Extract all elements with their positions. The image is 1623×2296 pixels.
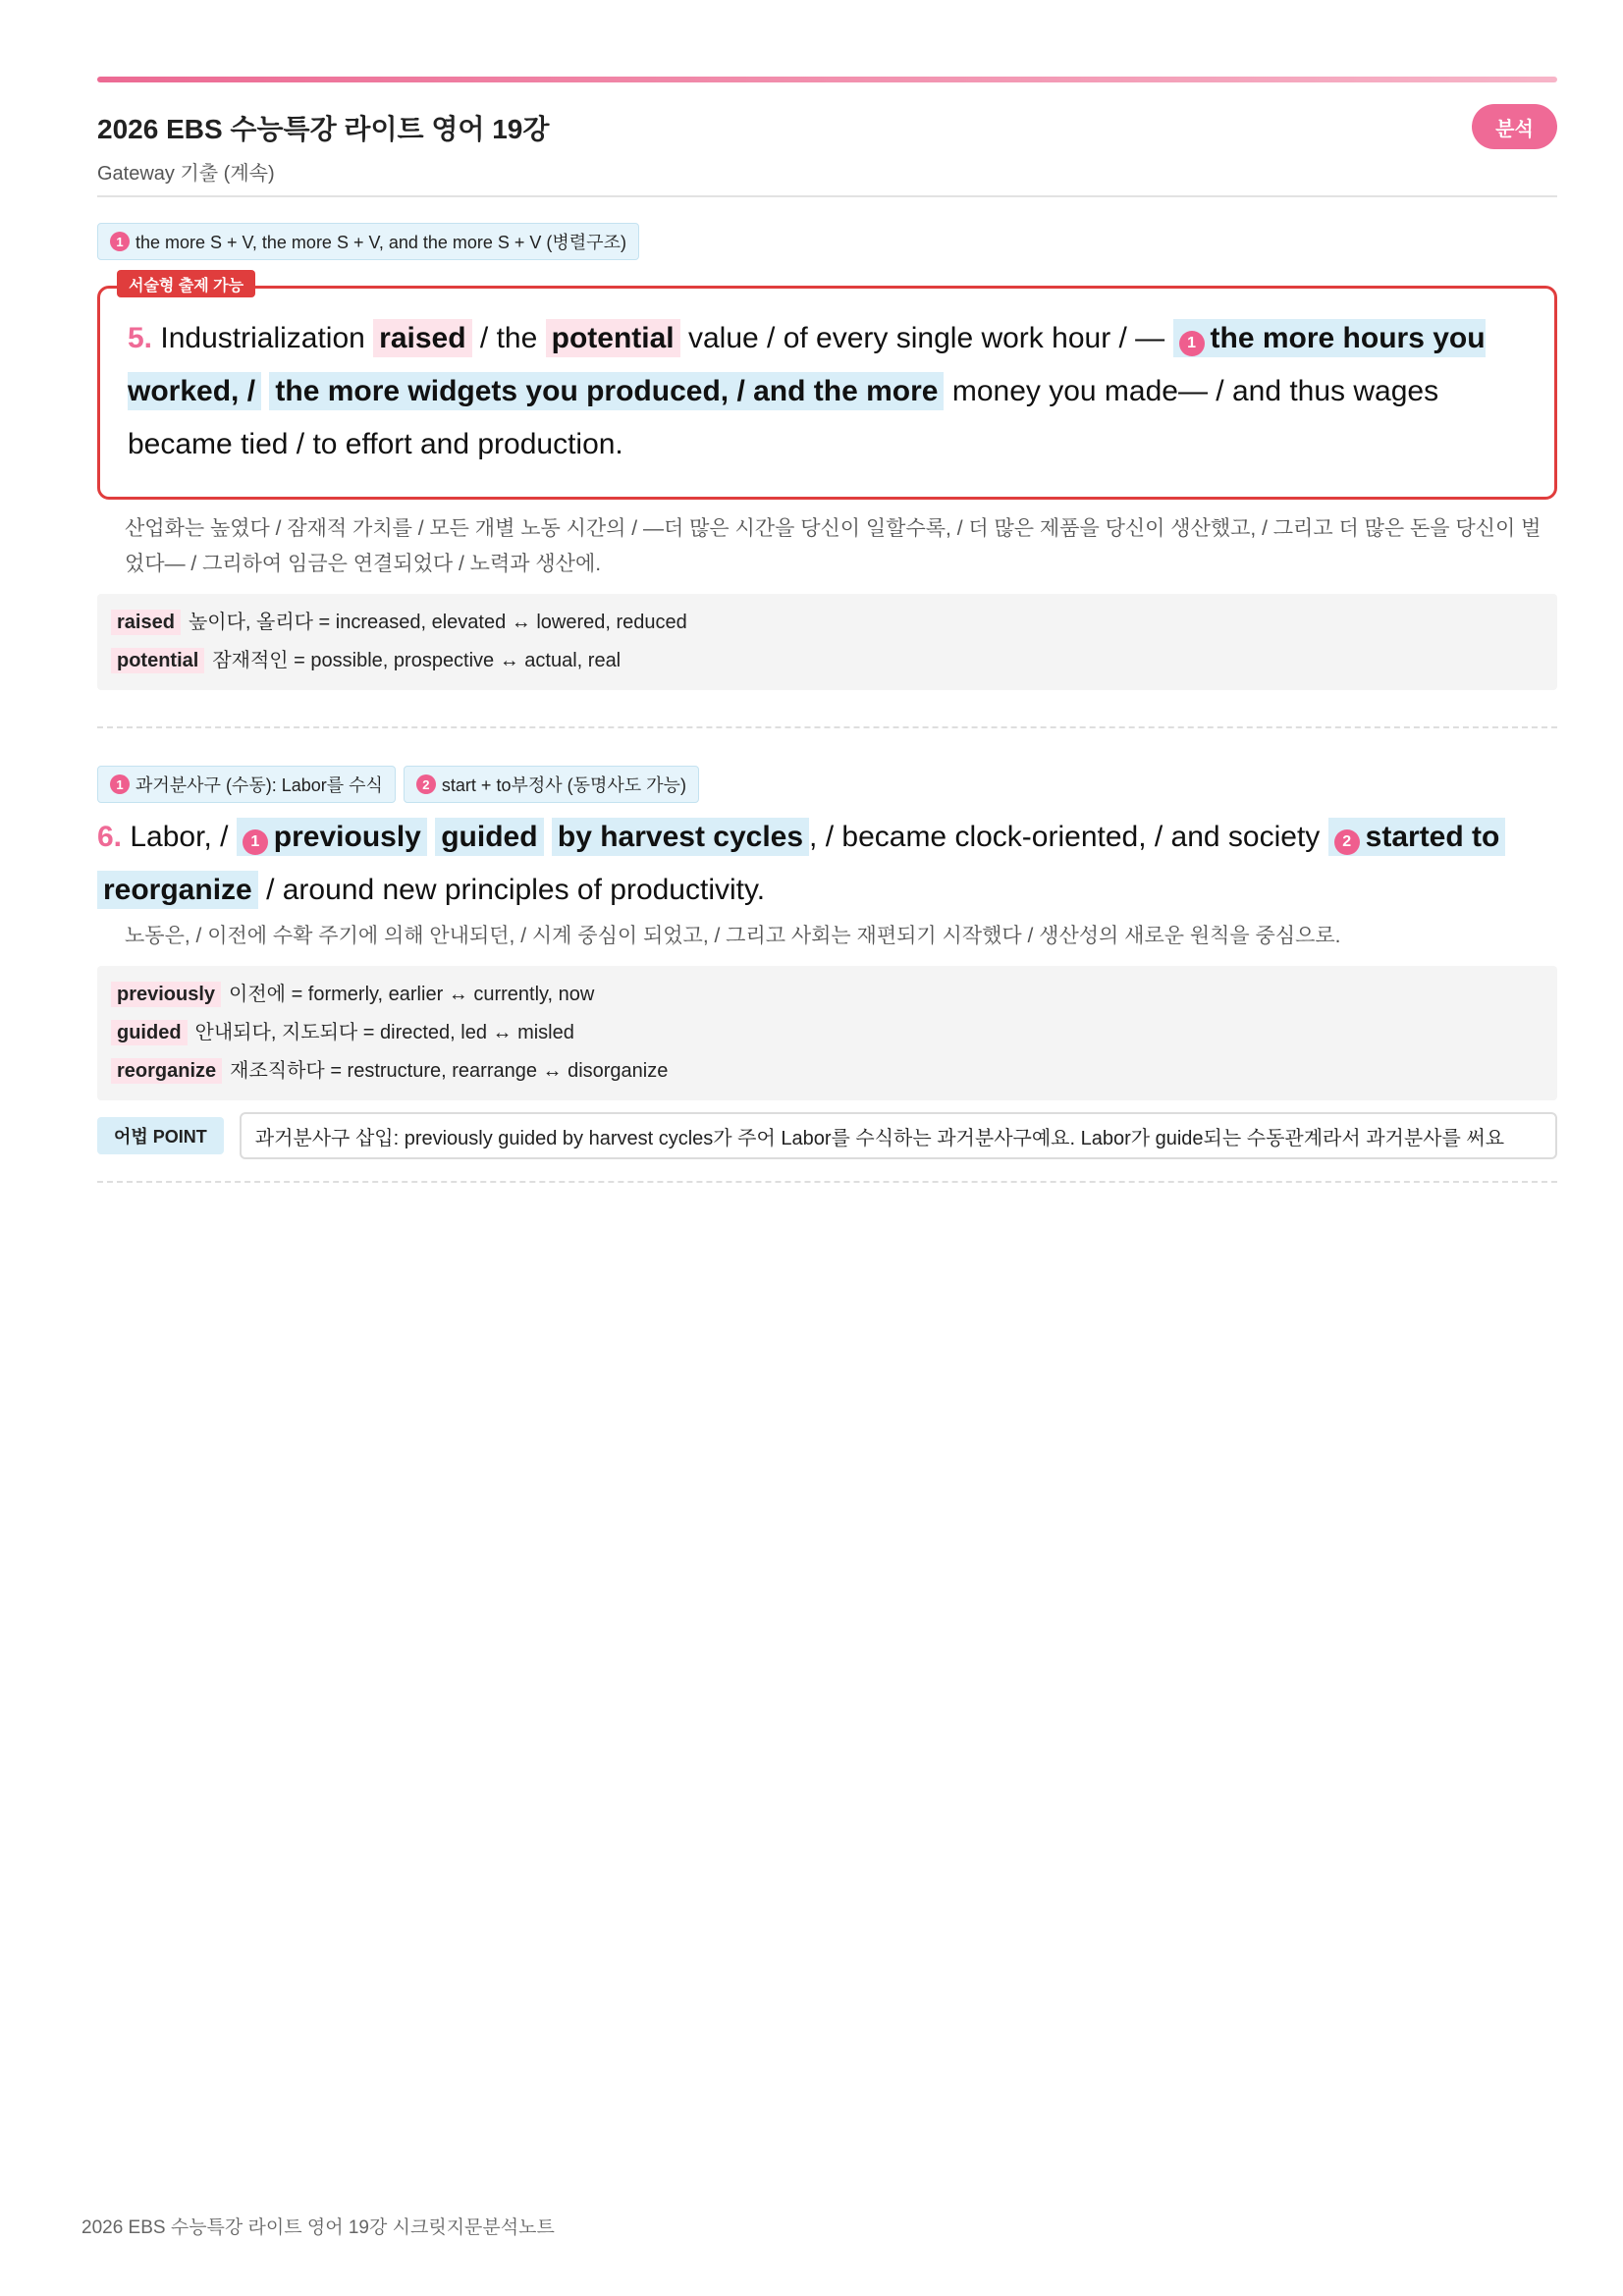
grammar-highlight: guided (435, 818, 543, 856)
vocab-word: potential (111, 648, 204, 673)
sentence-part: value / of every single work hour / — (687, 322, 1165, 354)
grammar-highlight: reorganize (97, 871, 258, 909)
grammar-highlight: by harvest cycles (552, 818, 809, 856)
sentence-text (128, 312, 1527, 471)
marker-2-icon: 2 (416, 774, 436, 794)
vocab-highlight: potential (546, 319, 680, 357)
translation: 노동은, / 이전에 수확 주기에 의해 안내되던, / 시계 중심이 되었고, / 그리고 사회는 재편되기 시작했다 / 생산성의 새로운 원칙을 중심으로. (125, 925, 1341, 947)
marker-1-icon: 1 (110, 774, 130, 794)
grammar-tag-text: the more S + V, the more S + V, and the more S + V (병렬구조) (135, 233, 626, 252)
grammar-tags (97, 223, 1557, 260)
grammar-tags (97, 766, 1557, 803)
vocab-word: raised (111, 610, 181, 635)
vocab-definition: 재조직하다 = restructure, rearrange ↔ disorganize (230, 1060, 669, 1082)
essay-flag: 서술형 출제 가능 (117, 270, 255, 297)
sentence-part: / the (479, 322, 538, 354)
grammar-highlight-text: started to (1365, 821, 1500, 853)
sentence-part: Labor, / (130, 821, 229, 853)
marker-2-icon: 2 (1334, 829, 1360, 855)
grammar-tag (404, 766, 699, 803)
vocab-row (111, 642, 1543, 680)
vocab-box (97, 594, 1557, 690)
section-divider (97, 1181, 1557, 1183)
grammar-highlight-text: the more hours you worked, / (128, 322, 1486, 407)
sentence-box (97, 286, 1557, 500)
grammar-highlight: the more widgets you produced, / and the more (269, 372, 944, 410)
analysis-badge: 분석 (1472, 104, 1557, 149)
vocab-word: reorganize (111, 1058, 222, 1084)
grammar-point (97, 1112, 1557, 1159)
page-title: 2026 EBS 수능특강 라이트 영어 19강 (97, 114, 550, 144)
translation: 산업화는 높였다 / 잠재적 가치를 / 모든 개별 노동 시간의 / —더 많은 시간을 당신이 일할수록, / 더 많은 제품을 당신이 생산했고, / 그리고 더 많은 돈을 당신이 벌었다— / 그리하여 임금은 연결되었다 / 노력과 생산에. (125, 517, 1542, 575)
grammar-tag (97, 223, 639, 260)
sentence-5-block (97, 223, 1557, 690)
vocab-box (97, 966, 1557, 1100)
grammar-tag-text: 과거분사구 (수동): Labor를 수식 (135, 775, 383, 795)
marker-1-icon: 1 (1179, 331, 1205, 356)
page-subtitle: Gateway 기출 (계속) (97, 163, 275, 185)
sentence-6-block (97, 766, 1557, 1159)
vocab-definition: 높이다, 올리다 = increased, elevated ↔ lowered, reduced (188, 612, 687, 633)
analysis-page (97, 77, 1557, 1183)
sentence-text (97, 811, 1557, 917)
vocab-definition: 안내되다, 지도되다 = directed, led ↔ misled (194, 1022, 574, 1043)
grammar-highlight-text: previously (273, 821, 421, 853)
grammar-tag-text: start + to부정사 (동명사도 가능) (441, 775, 686, 795)
vocab-row (111, 976, 1543, 1014)
sentence-part: money you made— / and thus wages became tied / to effort and production. (128, 375, 1439, 460)
grammar-tag (97, 766, 396, 803)
page-header (97, 82, 1557, 197)
page-footer: 2026 EBS 수능특강 라이트 영어 19강 시크릿지문분석노트 (81, 2217, 555, 2238)
grammar-point-label: 어법 POINT (97, 1117, 224, 1154)
essay-box (97, 277, 1557, 500)
sentence-number: 5. (128, 322, 153, 354)
vocab-definition: 잠재적인 = possible, prospective ↔ actual, real (212, 650, 622, 671)
grammar-highlight (237, 818, 427, 856)
vocab-word: previously (111, 982, 221, 1007)
sentence-part: / around new principles of productivity. (266, 874, 766, 906)
sentence-part: Industrialization (160, 322, 365, 354)
vocab-row (111, 1014, 1543, 1052)
vocab-word: guided (111, 1020, 188, 1045)
vocab-row (111, 1052, 1543, 1091)
marker-1-icon: 1 (110, 232, 130, 251)
vocab-row (111, 604, 1543, 642)
marker-1-icon: 1 (243, 829, 268, 855)
section-divider (97, 726, 1557, 728)
vocab-definition: 이전에 = formerly, earlier ↔ currently, now (229, 984, 595, 1005)
grammar-highlight (1328, 818, 1506, 856)
vocab-highlight: raised (373, 319, 471, 357)
grammar-point-text: 과거분사구 삽입: previously guided by harvest cycles가 주어 Labor를 수식하는 과거분사구예요. Labor가 guide되는 수동관계라서 과거분사를 써요 (240, 1112, 1557, 1159)
sentence-number: 6. (97, 821, 123, 853)
sentence-part: , / became clock-oriented, / and society (809, 821, 1321, 853)
